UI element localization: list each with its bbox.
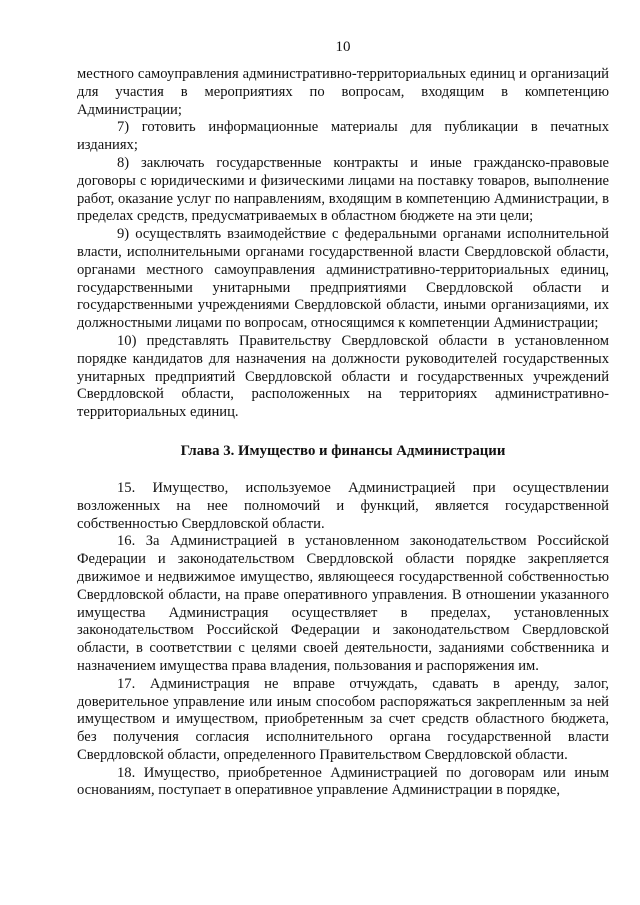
paragraph-item-7: 7) готовить информационные материалы для публикации в печатных изданиях; bbox=[77, 119, 609, 154]
paragraph-continuation: местного самоуправления административно-территориальных единиц и организаций для участия в мероприятиях по вопросам, входящим в компетенцию Администрации; bbox=[77, 66, 609, 118]
paragraph-15: 15. Имущество, используемое Администрацией при осуществлении возложенных на нее полномочий и функций, является государственной собственностью Свердловской области. bbox=[77, 479, 609, 532]
paragraph-17: 17. Администрация не вправе отчуждать, сдавать в аренду, залог, доверительное управление или иным способом распоряжаться закрепленным за ней имуществом и имуществом, приобретенным за счет средств областного бюджета, без получения согласия исполнительного органа государственной власти Свердловской области, определенного Правительством Свердловской области. bbox=[77, 675, 609, 763]
section-after bbox=[77, 480, 609, 800]
paragraph-18: 18. Имущество, приобретенное Администрацией по договорам или иным основаниям, поступает в оперативное управление Администрации в порядке, bbox=[77, 764, 609, 799]
paragraph-16: 16. За Администрацией в установленном законодательством Российской Федерации и законодательством Свердловской области порядке закрепляется движимое и недвижимое имущество, являющееся государственной собственностью Свердловской области, на праве оперативного управления. В отношении указанного имущества Администрация осуществляет в пределах, установленных законодательством Российской Федерации и законодательством Свердловской области, в соответствии с целями своей деятельности, заданиями собственника и назначением имущества права владения, пользования и распоряжения им. bbox=[77, 533, 609, 674]
document-page bbox=[77, 38, 609, 800]
paragraph-item-10: 10) представлять Правительству Свердловской области в установленном порядке кандидатов для назначения на должности руководителей государственных унитарных предприятий Свердловской области и государственных учреждений Свердловской области, расположенных на территориях административно-территориальных единиц. bbox=[77, 332, 609, 421]
chapter-title: Глава 3. Имущество и финансы Администрации bbox=[180, 442, 506, 459]
page-number: 10 bbox=[335, 39, 351, 55]
paragraph-item-9: 9) осуществлять взаимодействие с федеральными органами исполнительной власти, исполнительными органами государственной власти Свердловской области, органами местного самоуправления административно-территориальных единиц, государственными унитарными предприятиями Свердловской области и государственными учреждениями Свердловской области, иными организациями, их должностными лицами по вопросам, относящимся к компетенции Администрации; bbox=[77, 226, 609, 332]
paragraph-item-8: 8) заключать государственные контракты и иные гражданско-правовые договоры с юридическими и физическими лицами на поставку товаров, выполнение работ, оказание услуг по направлениям, входящим в компетенцию Администрации, в пределах средств, предусматриваемых в областном бюджете на эти цели; bbox=[77, 154, 609, 225]
section-before bbox=[77, 66, 609, 422]
